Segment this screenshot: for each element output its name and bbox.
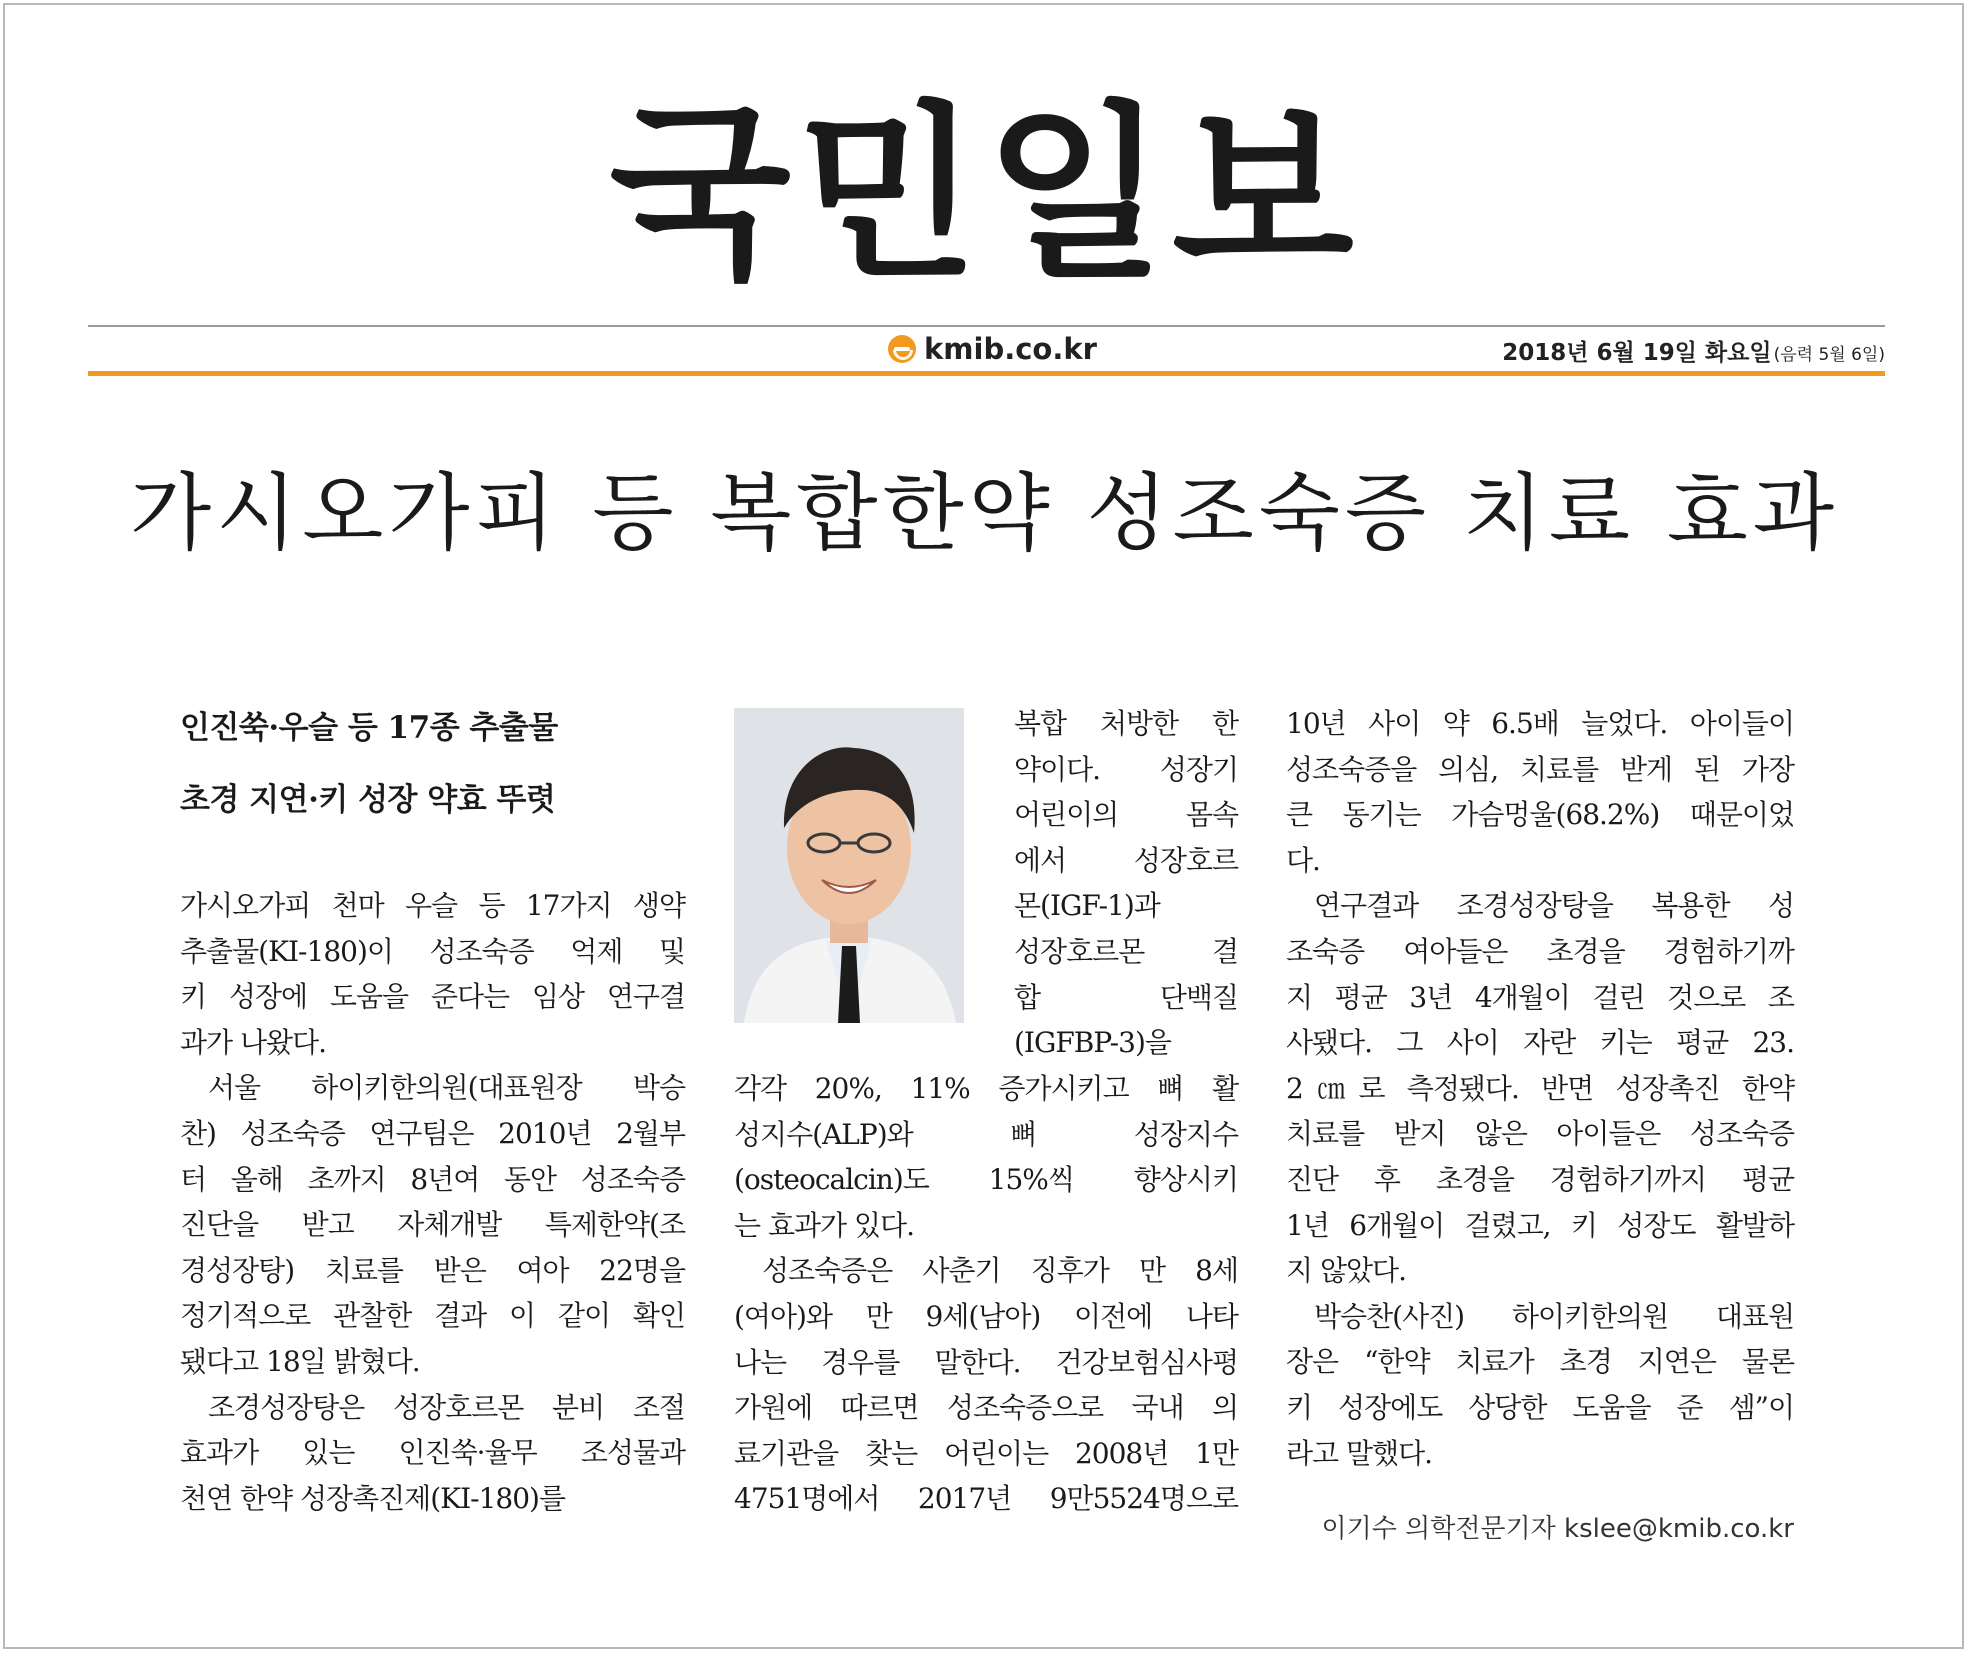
- text-line: 치료를 받지 않은 아이들은 성조숙증: [1286, 1117, 1794, 1151]
- reporter-photo: [734, 708, 964, 1023]
- text-line: 성조숙증은 사춘기 징후가 만 8세: [762, 1254, 1238, 1288]
- text-line: 는 효과가 있다.: [734, 1208, 914, 1242]
- text-line: 어린이의 몸속: [1014, 798, 1238, 832]
- article-headline: 가시오가피 등 복합한약 성조숙증 치료 효과: [129, 464, 1840, 562]
- text-line: 정기적으로 관찰한 결과 이 같이 확인: [180, 1299, 685, 1333]
- article-column-2-bottom: [734, 1066, 1238, 1522]
- text-line: 사됐다. 그 사이 자란 키는 평균 23.: [1286, 1026, 1794, 1060]
- header-divider: [88, 325, 1885, 327]
- text-line: 경성장탕) 치료를 받은 여아 22명을: [180, 1253, 685, 1287]
- text-line: (IGFBP-3)을: [1014, 1026, 1171, 1060]
- text-line: 가원에 따르면 성조숙증으로 국내 의: [734, 1391, 1238, 1425]
- article-column-1: [180, 883, 685, 1521]
- article-column-2-top: [1014, 701, 1238, 1066]
- text-line: 장은 “한약 치료가 초경 지연은 물론: [1286, 1345, 1794, 1379]
- text-line: (여아)와 만 9세(남아) 이전에 나타: [734, 1299, 1238, 1333]
- text-line: (osteocalcin)도 15%씩 향상시키: [734, 1163, 1238, 1197]
- text-line: 복합 처방한 한: [1014, 707, 1238, 740]
- text-line: 키 성장에도 상당한 도움을 준 셈”이: [1286, 1390, 1794, 1424]
- text-line: 다.: [1286, 843, 1320, 877]
- lunar-date: (음력 5월 6일): [1773, 345, 1885, 365]
- text-line: 키 성장에 도움을 준다는 임상 연구결: [180, 980, 685, 1014]
- portrait-illustration: [734, 708, 964, 1023]
- site-link[interactable]: [888, 331, 1097, 367]
- article-column-3: [1286, 701, 1794, 1476]
- text-line: 추출물(KI-180)이 성조숙증 억제 및: [180, 934, 685, 968]
- text-line: 합 단백질: [1014, 980, 1238, 1014]
- text-line: 찬) 성조숙증 연구팀은 2010년 2월부: [180, 1116, 685, 1150]
- text-line: 진단 후 초경을 경험하기까지 평균: [1286, 1162, 1794, 1196]
- text-line: 박승찬(사진) 하이키한의원 대표원: [1314, 1299, 1794, 1333]
- text-line: 됐다고 18일 밝혔다.: [180, 1344, 420, 1378]
- text-line: 가시오가피 천마 우슬 등 17가지 생약: [180, 889, 685, 922]
- subhead-2: 초경 지연·키 성장 약효 뚜렷: [180, 782, 556, 818]
- text-line: 지 않았다.: [1286, 1254, 1406, 1288]
- text-line: 효과가 있는 인진쑥·율무 조성물과: [180, 1436, 685, 1470]
- text-line: 몬(IGF-1)과: [1014, 889, 1160, 923]
- text-line: 지 평균 3년 4개월이 걸린 것으로 조: [1286, 980, 1794, 1014]
- site-url: kmib.co.kr: [924, 332, 1097, 366]
- text-line: 나는 경우를 말한다. 건강보험심사평: [734, 1345, 1238, 1379]
- text-line: 큰 동기는 가슴멍울(68.2%) 때문이었: [1286, 798, 1794, 832]
- subhead-1: 인진쑥·우슬 등 17종 추출물: [180, 710, 558, 746]
- text-line: 1년 6개월이 걸렸고, 키 성장도 활발하: [1286, 1208, 1794, 1242]
- dateline: [1502, 334, 1885, 368]
- text-line: 에서 성장호르: [1014, 843, 1238, 877]
- text-line: 10년 사이 약 6.5배 늘었다. 아이들이: [1286, 707, 1794, 740]
- byline: 이기수 의학전문기자 kslee@kmib.co.kr: [1321, 1514, 1794, 1544]
- masthead-title: 국민일보: [609, 85, 1360, 304]
- text-line: 터 올해 초까지 8년여 동안 성조숙증: [180, 1162, 685, 1196]
- text-line: 2㎝로 측정됐다. 반면 성장촉진 한약: [1286, 1071, 1794, 1105]
- text-line: 각각 20%, 11% 증가시키고 뼈 활: [734, 1072, 1238, 1105]
- text-line: 성장호르몬 결: [1014, 934, 1238, 968]
- text-line: 연구결과 조경성장탕을 복용한 성: [1314, 889, 1794, 923]
- text-line: 천연 한약 성장촉진제(KI-180)를: [180, 1481, 566, 1515]
- text-line: 라고 말했다.: [1286, 1436, 1433, 1470]
- text-line: 약이다. 성장기: [1014, 752, 1238, 786]
- accent-divider: [88, 371, 1885, 376]
- text-line: 성조숙증을 의심, 치료를 받게 된 가장: [1286, 752, 1794, 786]
- kmib-logo-icon: [888, 335, 916, 363]
- text-line: 4751명에서 2017년 9만5524명으로: [734, 1482, 1238, 1516]
- text-line: 조숙증 여아들은 초경을 경험하기까: [1286, 934, 1794, 968]
- text-line: 료기관을 찾는 어린이는 2008년 1만: [734, 1436, 1238, 1470]
- text-line: 과가 나왔다.: [180, 1025, 327, 1059]
- text-line: 진단을 받고 자체개발 특제한약(조: [180, 1208, 685, 1242]
- text-line: 성지수(ALP)와 뼈 성장지수: [734, 1117, 1238, 1151]
- text-line: 서울 하이키한의원(대표원장 박승: [208, 1071, 685, 1105]
- text-line: 조경성장탕은 성장호르몬 분비 조절: [208, 1390, 685, 1424]
- issue-date: 2018년 6월 19일 화요일: [1502, 340, 1772, 366]
